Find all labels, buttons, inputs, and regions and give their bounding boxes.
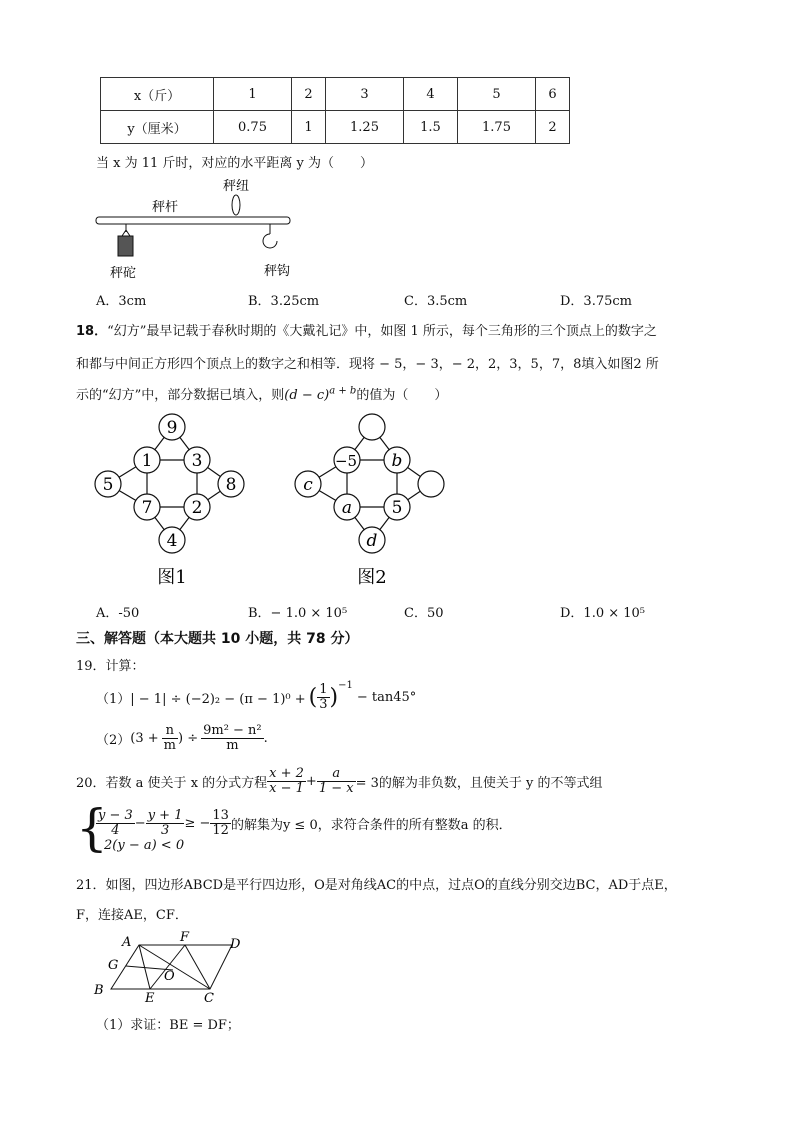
frac-num: a [317,767,356,782]
frac-num: y + 1 [147,807,183,823]
table-cell: 1 [214,78,292,111]
frac-num: n [162,724,178,739]
table-cell: 3 [326,78,404,111]
q18-option-a: A．-50 [96,606,140,621]
point-c: C [204,991,214,1004]
frac-num: x + 2 [269,765,304,781]
brace: { [76,799,108,857]
point-f: F [180,930,190,945]
q17-option-b: B．3.25cm [248,294,320,309]
table-cell: 0.75 [214,111,292,144]
hook-shape [263,234,277,248]
fig1-br: 2 [191,498,203,518]
row-header: x（斤） [101,78,214,111]
rod-shape [96,217,290,224]
table-row [101,111,570,144]
q20-a: 20．若数 a 使关于 x 的分式方程 [76,775,268,791]
q18-line1-text: “幻方”最早记载于春秋时期的《大戴礼记》中，如图 1 所示，每个三角形的三个顶点上的数字之 [107,324,657,339]
q19-p2-label: （2） [96,732,131,748]
q20-f1 [267,767,306,796]
fig2-br: 5 [391,498,403,518]
fig1-caption: 图1 [157,567,187,588]
fig1-top: 9 [166,418,178,438]
fig2-bottom: d [366,531,378,551]
parallelogram-diagram [90,928,250,1004]
point-b: B [94,983,104,998]
frac-num: 1 [319,681,328,697]
magic-figure-2 [290,410,460,590]
table-cell: 1.25 [326,111,404,144]
section-heading: 三、解答题（本大题共 10 小题，共 78 分） [76,631,359,647]
q18-line3a: 示的“幻方”中，部分数据已填入，则 [76,388,285,403]
table-cell: 2 [292,78,326,111]
table-cell: 1.75 [458,111,536,144]
table-row [101,78,570,111]
q20-ge: ≥ − [184,815,211,831]
q18-option-d: D．1.0 × 10⁵ [560,606,646,621]
fig2-tr: b [391,451,403,471]
fig1-bottom: 4 [166,531,178,551]
q21-line2: F，连接AE，CF． [76,908,188,923]
q18-number: 18． [76,324,108,339]
fig2-tl: −5 [334,452,358,470]
frac-num: 13 [212,807,229,823]
q19-p1-fraction [317,683,329,712]
fig1-right: 8 [225,475,237,495]
weight-shape [118,236,133,256]
frac-den: 3 [319,696,328,712]
frac-den: 4 [111,822,120,838]
fig1-tr: 3 [191,451,203,471]
q19-p2-b: (3 + [130,730,159,746]
hook-label: 秤钩 [264,264,291,279]
fig2-caption: 图2 [357,567,387,588]
table-cell: 2 [536,111,570,144]
frac-num: y − 3 [98,807,133,823]
q20-plus: + [305,773,317,789]
row-header: y（厘米） [101,111,214,144]
q19-title: 19．计算： [76,659,145,674]
q20-minus: − [134,815,146,831]
q17-option-d: D．3.75cm [560,294,632,309]
q20-s1 [96,809,135,838]
table-cell: 6 [536,78,570,111]
table-cell: 1.5 [404,111,458,144]
q19-p2-fraction [162,724,178,753]
point-o: O [164,969,175,984]
q18-line2: 和都与中间正方形四个顶点上的数字之和相等．现将 − 5，− 3，− 2，2，3，5，7，8填入如图2 所 [76,357,659,372]
q20-line1 [76,764,603,798]
q20-f2 [317,767,356,796]
weight-hook [122,230,130,236]
rope-label: 秤纽 [223,179,250,194]
q17-option-a: A．3cm [96,294,147,309]
q18-option-c: C．50 [404,606,444,621]
point-d: D [230,937,241,952]
q20-line2 [96,806,512,840]
point-e: E [145,991,155,1004]
frac-den: 3 [160,822,170,838]
frac-den: m [226,737,239,753]
magic-figure-1 [90,410,260,590]
fig2-bl: a [341,498,353,518]
q17-question: 当 x 为 11 斤时，对应的水平距离 y 为（ ） [96,156,374,171]
frac-num: 9m² − n² [203,722,262,738]
q18-line1 [76,320,657,339]
q20-s3 [210,809,231,838]
q20-b: = 3的解为非负数，且使关于 y 的不等式组 [355,775,603,791]
q18-line3b: 的值为（ ） [356,388,448,403]
rod-label: 秤杆 [152,200,179,215]
q19-p2-d: . [263,730,268,746]
table-cell: 4 [404,78,458,111]
frac-den: 12 [212,822,229,838]
fig2-left: c [303,475,313,495]
q18-line3 [76,384,447,403]
point-a: A [122,935,132,950]
point-g: G [108,958,119,973]
weight-label: 秤砣 [110,266,137,281]
q19-p1-exponent: −1 [338,680,353,691]
q17-option-c: C．3.5cm [404,294,468,309]
fig1-left: 5 [102,475,114,495]
fig1-bl: 7 [141,498,153,518]
table-cell: 5 [458,78,536,111]
q19-p1-text: （1）| − 1| ÷ (−2)₂ − (π − 1)⁰ + [96,691,306,707]
q19-p1-tail: − tan45° [356,689,417,705]
q20-tail: 的解集为y ≤ 0，求符合条件的所有整数a 的积． [230,817,512,833]
q19-part2 [96,720,268,756]
fig1-tl: 1 [141,451,153,471]
data-table [100,77,570,144]
q21-part1: （1）求证：BE = DF； [96,1018,240,1033]
q19-p2-c: ) ÷ [177,730,199,746]
q18-option-b: B．− 1.0 × 10⁵ [248,606,348,621]
q18-exponent: a + b [329,385,357,397]
frac-den: m [163,737,176,753]
q21-line1: 21．如图，四边形ABCD是平行四边形，O是对角线AC的中点，过点O的直线分别交边BC，AD于点E， [76,878,677,893]
rope-shape [232,195,240,215]
table-cell: 1 [292,111,326,144]
q20-s2 [146,809,185,838]
steelyard-diagram [90,172,310,284]
frac-den: 1 − x [318,780,354,796]
q20-ineq2: 2(y − a) < 0 [104,838,185,853]
q19-part1: （1）| − 1| ÷ (−2)₂ − (π − 1)⁰ + ( $\frac{1}{3}$ ) $^{-1}$ − tan45° [96,680,417,712]
q19-p2-fraction2 [201,724,264,753]
q18-expression: (d − c) [284,388,330,403]
frac-den: x − 1 [269,780,304,796]
